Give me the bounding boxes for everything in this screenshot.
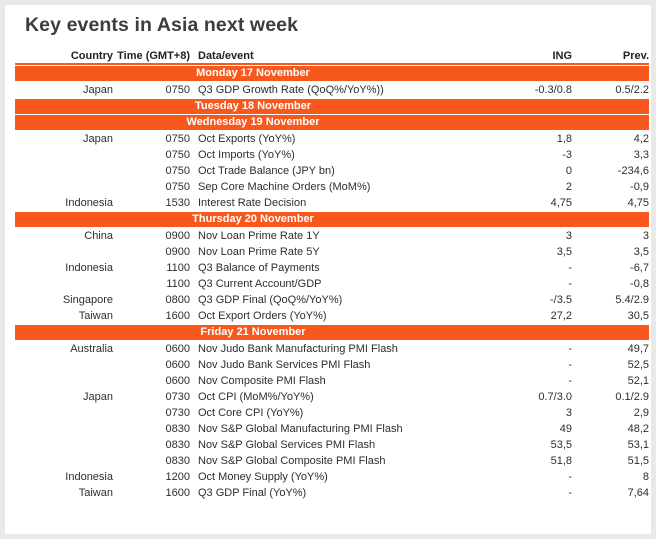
ing-cell: 51,8 [550,455,572,467]
event-row [15,195,649,211]
country-cell: Singapore [62,294,113,306]
time-cell: 0750 [165,149,190,161]
country-cell: Taiwan [78,310,113,322]
prev-cell: 4,2 [633,133,649,145]
event-row [15,179,649,195]
event-cell: Oct Imports (YoY%) [198,149,295,161]
table-header-row [15,48,649,62]
prev-cell: 49,7 [627,343,649,355]
time-cell: 0750 [165,165,190,177]
ing-cell: 4,75 [550,197,572,209]
prev-cell: 52,5 [627,359,649,371]
event-row [15,244,649,260]
prev-cell: 30,5 [627,310,649,322]
event-cell: Nov Composite PMI Flash [198,375,326,387]
country-cell: China [84,230,113,242]
event-row [15,292,649,308]
event-row [15,373,649,389]
prev-cell: 52,1 [627,375,649,387]
event-cell: Nov Loan Prime Rate 5Y [198,246,320,258]
time-cell: 0830 [165,455,190,467]
day-banner [15,99,649,114]
ing-cell: 3,5 [556,246,572,258]
event-cell: Nov S&P Global Composite PMI Flash [198,455,386,467]
ing-cell: - [568,278,572,290]
day-banner [15,66,649,81]
time-cell: 0900 [165,246,190,258]
event-cell: Oct Export Orders (YoY%) [198,310,327,322]
day-banner [15,115,649,130]
event-cell: Nov Loan Prime Rate 1Y [198,230,320,242]
header-rule [15,63,649,65]
ing-cell: - [568,471,572,483]
event-cell: Nov S&P Global Manufacturing PMI Flash [198,423,403,435]
event-row [15,260,649,276]
ing-cell: - [568,359,572,371]
event-row [15,453,649,469]
ing-cell: - [568,262,572,274]
event-row [15,437,649,453]
time-cell: 0750 [165,133,190,145]
day-banner [15,325,649,340]
time-cell: 1600 [165,487,190,499]
country-cell: Japan [83,391,113,403]
country-cell: Indonesia [65,471,113,483]
time-cell: 0800 [165,294,190,306]
ing-cell: 49 [559,423,572,435]
prev-cell: 3 [642,230,649,242]
event-cell: Nov S&P Global Services PMI Flash [198,439,376,451]
ing-cell: - [568,343,572,355]
event-cell: Q3 GDP Final (QoQ%/YoY%) [198,294,343,306]
event-cell: Q3 GDP Final (YoY%) [198,487,307,499]
time-cell: 1100 [166,262,190,274]
event-row [15,389,649,405]
event-row [15,228,649,244]
country-cell: Indonesia [65,197,113,209]
event-cell: Q3 Current Account/GDP [198,278,322,290]
country-cell: Japan [83,133,113,145]
time-cell: 0600 [165,343,190,355]
event-row [15,131,649,147]
event-row [15,276,649,292]
prev-cell: 51,5 [627,455,649,467]
time-cell: 1530 [165,197,190,209]
table-body [15,66,649,501]
day-banner-label: Tuesday 18 November [195,100,311,112]
event-cell: Q3 GDP Growth Rate (QoQ%/YoY%)) [198,84,384,96]
ing-cell: 3 [565,230,572,242]
ing-cell: 0 [565,165,572,177]
column-header-country: Country [70,50,113,62]
event-cell: Oct CPI (MoM%/YoY%) [198,391,314,403]
event-cell: Sep Core Machine Orders (MoM%) [198,181,371,193]
event-row [15,163,649,179]
event-row [15,147,649,163]
page-title: Key events in Asia next week [25,14,299,36]
event-cell: Oct Core CPI (YoY%) [198,407,304,419]
ing-cell: 3 [565,407,572,419]
ing-cell: 27,2 [550,310,572,322]
ing-cell: 53,5 [550,439,572,451]
prev-cell: 2,9 [633,407,649,419]
event-cell: Oct Money Supply (YoY%) [198,471,328,483]
prev-cell: 3,5 [633,246,649,258]
day-banner [15,212,649,227]
time-cell: 1200 [165,471,190,483]
event-cell: Oct Exports (YoY%) [198,133,296,145]
column-header-time: Time (GMT+8) [117,50,190,62]
prev-cell: -6,7 [630,262,649,274]
prev-cell: -0,8 [630,278,649,290]
time-cell: 0730 [165,407,190,419]
event-row [15,308,649,324]
ing-cell: - [568,487,572,499]
country-cell: Japan [83,84,113,96]
prev-cell: 7,64 [627,487,649,499]
day-banner-label: Wednesday 19 November [186,116,320,128]
ing-cell: 0.7/3.0 [538,391,572,403]
event-row [15,469,649,485]
column-header-prev: Prev. [622,50,649,62]
country-cell: Taiwan [78,487,113,499]
time-cell: 0730 [165,391,190,403]
country-cell: Indonesia [65,262,113,274]
event-row [15,405,649,421]
ing-cell: - [568,375,572,387]
prev-cell: 53,1 [627,439,649,451]
event-row [15,357,649,373]
event-row [15,421,649,437]
event-cell: Oct Trade Balance (JPY bn) [198,165,335,177]
prev-cell: 5.4/2.9 [615,294,649,306]
prev-cell: -234,6 [617,165,649,177]
prev-cell: 0.1/2.9 [615,391,649,403]
prev-cell: -0,9 [630,181,649,193]
event-row [15,341,649,357]
event-row [15,485,649,501]
events-table [15,48,649,501]
prev-cell: 48,2 [627,423,649,435]
ing-cell: 1,8 [556,133,572,145]
time-cell: 0830 [165,423,190,435]
country-cell: Australia [70,343,113,355]
prev-cell: 0.5/2.2 [615,84,649,96]
event-cell: Interest Rate Decision [198,197,307,209]
ing-cell: -0.3/0.8 [534,84,572,96]
time-cell: 0830 [165,439,190,451]
time-cell: 0600 [165,359,190,371]
time-cell: 0750 [165,84,190,96]
time-cell: 0900 [165,230,190,242]
time-cell: 1600 [165,310,190,322]
prev-cell: 3,3 [633,149,649,161]
ing-cell: -/3.5 [549,294,572,306]
event-cell: Nov Judo Bank Services PMI Flash [198,359,371,371]
event-row [15,82,649,98]
time-cell: 0750 [165,181,190,193]
ing-cell: -3 [562,149,572,161]
prev-cell: 4,75 [627,197,649,209]
column-header-ing: ING [552,50,572,62]
column-header-event: Data/event [198,50,254,62]
day-banner-label: Thursday 20 November [192,213,314,225]
time-cell: 0600 [165,375,190,387]
event-cell: Q3 Balance of Payments [198,262,320,274]
day-banner-label: Friday 21 November [200,326,306,338]
time-cell: 1100 [166,278,190,290]
prev-cell: 8 [642,471,649,483]
ing-cell: 2 [565,181,572,193]
day-banner-label: Monday 17 November [196,67,310,79]
event-cell: Nov Judo Bank Manufacturing PMI Flash [198,343,398,355]
